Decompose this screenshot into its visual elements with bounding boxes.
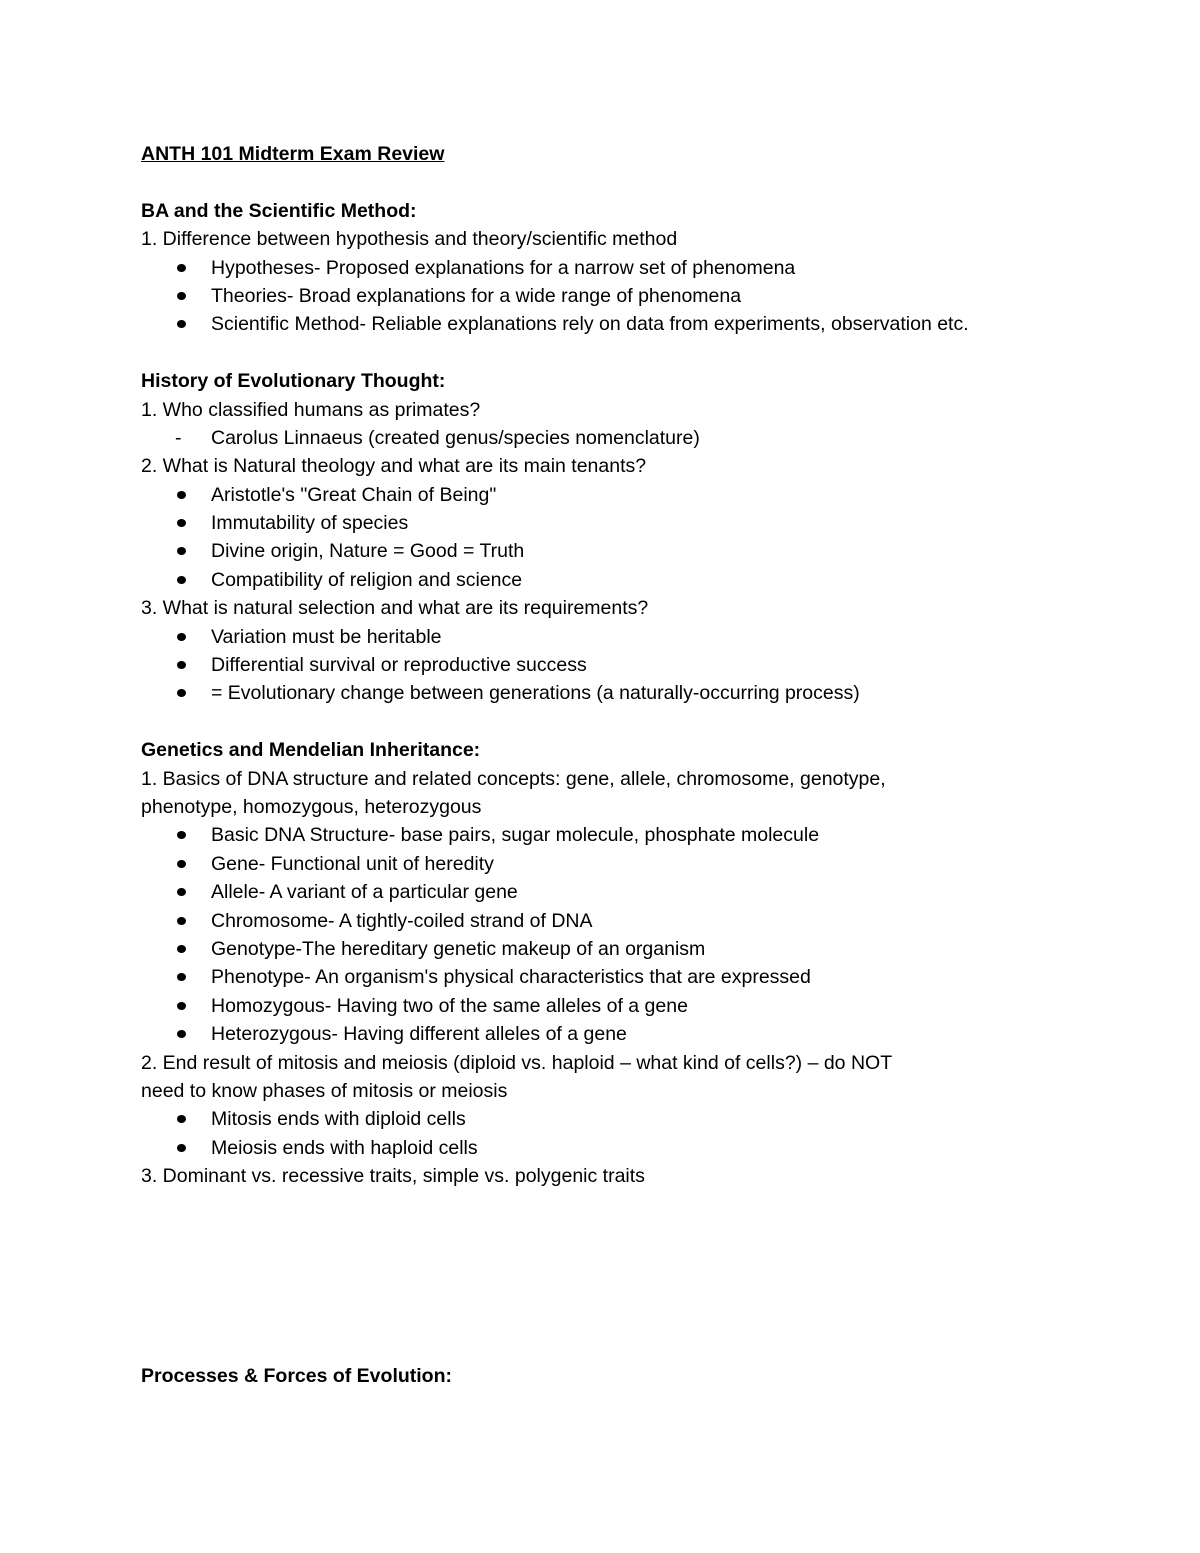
bullet-icon bbox=[177, 917, 186, 925]
bullet-icon bbox=[177, 576, 186, 584]
list-item: Divine origin, Nature = Good = Truth bbox=[141, 537, 1101, 565]
list-item: Chromosome- A tightly-coiled strand of DNA bbox=[141, 907, 1101, 935]
dash-icon: - bbox=[175, 426, 182, 449]
list-item: Scientific Method- Reliable explanations rely on data from experiments, observation etc. bbox=[141, 310, 1101, 338]
bullet-icon bbox=[177, 264, 186, 272]
section-heading-scientific-method: BA and the Scientific Method: bbox=[141, 199, 417, 222]
list-item: Phenotype- An organism's physical characteristics that are expressed bbox=[141, 963, 1101, 991]
list-item: Variation must be heritable bbox=[141, 623, 1101, 651]
bullet-icon bbox=[177, 1144, 186, 1152]
question-natural-selection: 3. What is natural selection and what are its requirements? bbox=[141, 597, 649, 620]
section-heading-genetics: Genetics and Mendelian Inheritance: bbox=[141, 739, 481, 762]
bullet-icon bbox=[177, 945, 186, 953]
list-item: Homozygous- Having two of the same alleles of a gene bbox=[141, 992, 1101, 1020]
list-item: Theories- Broad explanations for a wide range of phenomena bbox=[141, 282, 1101, 310]
document-page bbox=[141, 140, 1101, 1190]
question-natural-theology: 2. What is Natural theology and what are its main tenants? bbox=[141, 455, 647, 478]
list-item: Genotype-The hereditary genetic makeup of an organism bbox=[141, 935, 1101, 963]
bullet-icon bbox=[177, 1030, 186, 1038]
bullet-icon bbox=[177, 1115, 186, 1123]
bullet-icon bbox=[177, 547, 186, 555]
section-heading-forces-of-evolution: Processes & Forces of Evolution: bbox=[141, 1365, 453, 1387]
bullet-icon bbox=[177, 831, 186, 839]
list-item: - Carolus Linnaeus (created genus/species nomenclature) bbox=[141, 424, 1101, 452]
list-item: Allele- A variant of a particular gene bbox=[141, 878, 1101, 906]
list-item: Differential survival or reproductive success bbox=[141, 651, 1101, 679]
bullet-icon bbox=[177, 860, 186, 868]
section-heading-evolutionary-thought: History of Evolutionary Thought: bbox=[141, 370, 446, 393]
list-item: Meiosis ends with haploid cells bbox=[141, 1134, 1101, 1162]
bullet-icon bbox=[177, 661, 186, 669]
bullet-icon bbox=[177, 491, 186, 499]
spacer bbox=[141, 168, 1101, 196]
list-item: Hypotheses- Proposed explanations for a narrow set of phenomena bbox=[141, 254, 1101, 282]
bullet-icon bbox=[177, 292, 186, 300]
question-mitosis-meiosis-line1: 2. End result of mitosis and meiosis (diploid vs. haploid – what kind of cells?) – do NOT bbox=[141, 1051, 893, 1074]
question-dominant-recessive: 3. Dominant vs. recessive traits, simple vs. polygenic traits bbox=[141, 1165, 645, 1188]
question-classified-primates: 1. Who classified humans as primates? bbox=[141, 398, 481, 421]
list-item: Mitosis ends with diploid cells bbox=[141, 1105, 1101, 1133]
spacer bbox=[141, 339, 1101, 367]
list-item: Aristotle's "Great Chain of Being" bbox=[141, 481, 1101, 509]
list-item: = Evolutionary change between generations (a naturally-occurring process) bbox=[141, 679, 1101, 707]
bullet-icon bbox=[177, 689, 186, 697]
list-item: Gene- Functional unit of heredity bbox=[141, 850, 1101, 878]
spacer bbox=[141, 708, 1101, 736]
bullet-icon bbox=[177, 973, 186, 981]
question-mitosis-meiosis-line2: need to know phases of mitosis or meiosis bbox=[141, 1079, 508, 1102]
document-title: ANTH 101 Midterm Exam Review bbox=[141, 143, 445, 165]
bullet-icon bbox=[177, 1002, 186, 1010]
question-dna-basics-line1: 1. Basics of DNA structure and related concepts: gene, allele, chromosome, genotype, bbox=[141, 767, 886, 790]
question-hypothesis-theory: 1. Difference between hypothesis and theory/scientific method bbox=[141, 228, 678, 251]
list-item: Basic DNA Structure- base pairs, sugar molecule, phosphate molecule bbox=[141, 821, 1101, 849]
bullet-icon bbox=[177, 633, 186, 641]
list-item: Immutability of species bbox=[141, 509, 1101, 537]
list-item: Heterozygous- Having different alleles of a gene bbox=[141, 1020, 1101, 1048]
list-item: Compatibility of religion and science bbox=[141, 566, 1101, 594]
bullet-icon bbox=[177, 888, 186, 896]
question-dna-basics-line2: phenotype, homozygous, heterozygous bbox=[141, 795, 482, 818]
bullet-icon bbox=[177, 320, 186, 328]
bullet-icon bbox=[177, 519, 186, 527]
